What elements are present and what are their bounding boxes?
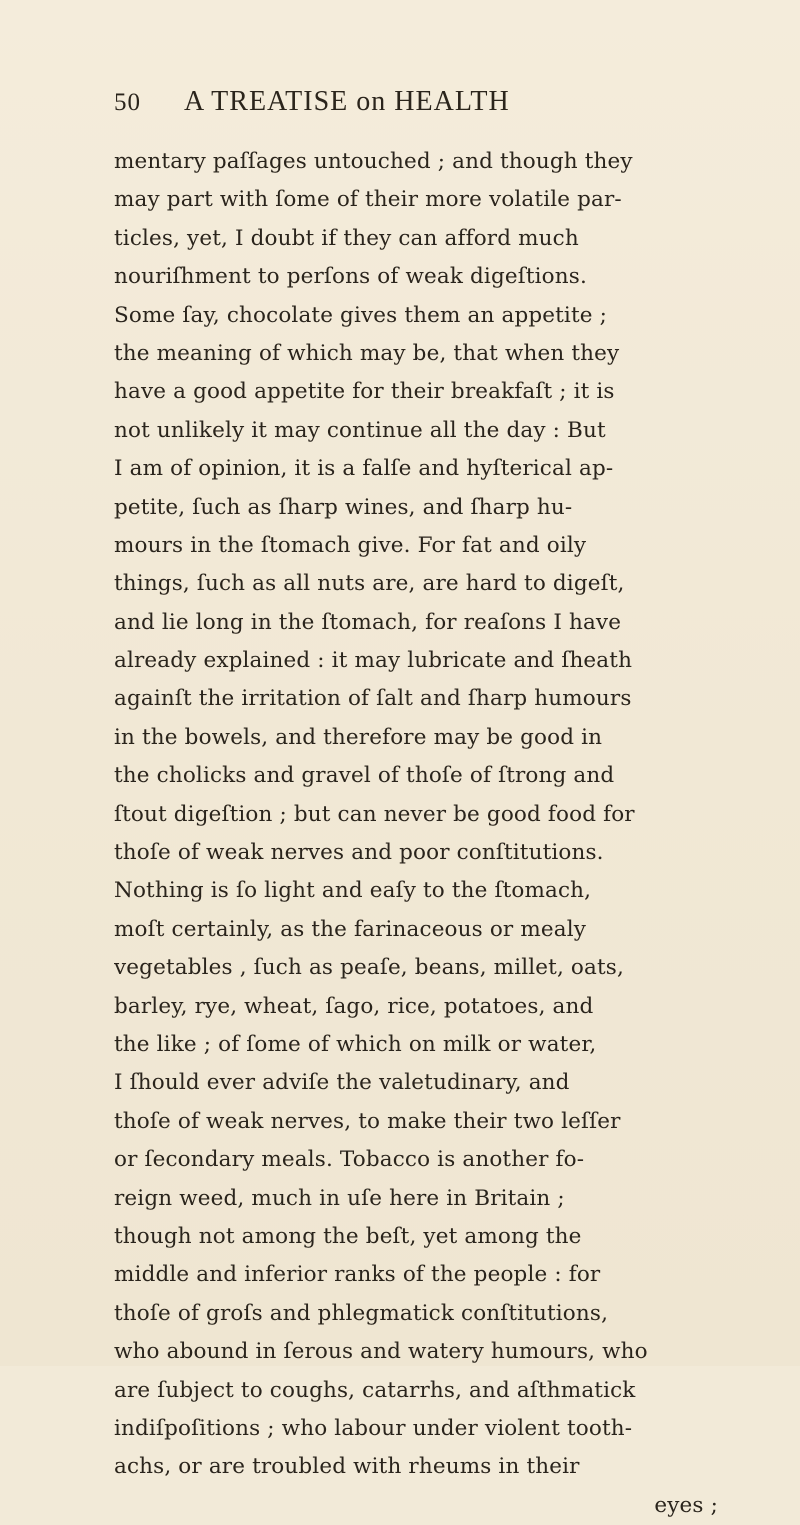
text-line: thoſe of weak nerves, to make their two leſſer (114, 1108, 621, 1134)
text-line: already explained : it may lubricate and ſheath (114, 648, 633, 674)
text-line: though not among the beſt, yet among the (114, 1223, 582, 1249)
text-line: are ſubject to coughs, catarrhs, and aſthmatick (114, 1377, 636, 1403)
text-line: and lie long in the ſtomach, for reaſons I have (114, 609, 622, 635)
text-line: petite, ſuch as ſharp wines, and ſharp hu- (114, 494, 573, 520)
text-line: reign weed, much in uſe here in Britain ; (114, 1185, 565, 1211)
text-line: achs, or are troubled with rheums in their (114, 1454, 580, 1480)
text-line: I ſhould ever adviſe the valetudinary, and (114, 1070, 570, 1096)
text-line: Some ſay, chocolate gives them an appetite ; (114, 302, 607, 328)
text-line: thoſe of groſs and phlegmatick conſtitutions, (114, 1300, 609, 1326)
text-line: in the bowels, and therefore may be good in (114, 724, 603, 750)
text-line: barley, rye, wheat, ſago, rice, potatoes, and (114, 993, 594, 1019)
text-line: middle and inferior ranks of the people : for (114, 1262, 601, 1288)
text-line: againſt the irritation of ſalt and ſharp humours (114, 686, 632, 712)
catchword: eyes ; (654, 1492, 718, 1518)
text-line: I am of opinion, it is a falſe and hyſterical ap- (114, 456, 614, 482)
text-line: moſt certainly, as the farinaceous or mealy (114, 916, 587, 942)
page-number: 50 (114, 89, 141, 116)
running-head: A TREATISE on HEALTH (184, 86, 510, 117)
body-text (114, 143, 734, 1525)
text-line: may part with ſome of their more volatile par- (114, 187, 622, 213)
text-line: ſtout digeſtion ; but can never be good food for (114, 801, 635, 827)
text-line: mentary paſſages untouched ; and though they (114, 149, 633, 174)
text-line: mours in the ſtomach give. For fat and oily (114, 532, 587, 558)
text-line: the meaning of which may be, that when they (114, 340, 620, 366)
page-header (114, 86, 714, 126)
text-line: the like ; of ſome of which on milk or water, (114, 1031, 597, 1057)
text-line: indiſpoſitions ; who labour under violent tooth- (114, 1415, 633, 1441)
text-line: have a good appetite for their breakfaſt ; it is (114, 379, 615, 405)
text-line: or ſecondary meals. Tobacco is another fo- (114, 1147, 585, 1173)
text-line: nouriſhment to perſons of weak digeſtions. (114, 264, 587, 290)
text-line: Nothing is ſo light and eaſy to the ſtomach, (114, 878, 592, 904)
text-line: things, ſuch as all nuts are, are hard to digeſt, (114, 571, 625, 597)
text-line: who abound in ſerous and watery humours, who (114, 1339, 648, 1365)
text-line: the cholicks and gravel of thoſe of ſtrong and (114, 763, 615, 789)
text-line: ticles, yet, I doubt if they can afford much (114, 225, 579, 251)
text-line: thoſe of weak nerves and poor conſtitutions. (114, 840, 604, 866)
text-line: not unlikely it may continue all the day : But (114, 417, 606, 443)
text-line: vegetables , ſuch as peaſe, beans, millet, oats, (114, 955, 624, 981)
